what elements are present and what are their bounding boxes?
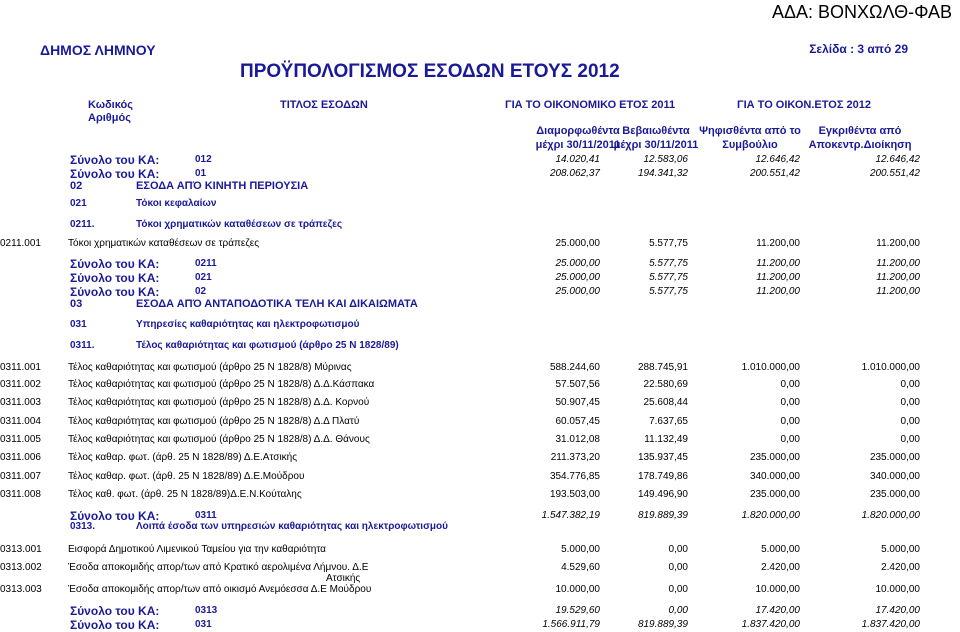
subgroup-code: 0313. xyxy=(70,521,96,532)
row-title: Έσοδα αποκομιδής απορ/των από οικισμό Ανεμόεσσα Δ.Ε Μούδρου xyxy=(68,584,372,595)
row-value: 340.000,00 xyxy=(749,471,800,482)
row-value: 0,00 xyxy=(900,434,920,445)
group-title: ΕΣΟΔΑ ΑΠΌ ΚΙΝΗΤΗ ΠΕΡΙΟΥΣΙΑ xyxy=(136,180,309,192)
sum-value: 12.646,42 xyxy=(875,154,920,165)
row-value: 25.000,00 xyxy=(555,238,600,249)
sum-value: 1.566.911,79 xyxy=(542,619,600,630)
row-value: 193.503,00 xyxy=(549,489,600,500)
sum-value: 11.200,00 xyxy=(876,272,920,283)
subgroup-code: 031 xyxy=(70,319,87,330)
row-value: 11.132,49 xyxy=(644,434,688,445)
row-value: 2.420,00 xyxy=(881,562,920,573)
row-value: 0,00 xyxy=(780,379,800,390)
row-value: 235.000,00 xyxy=(869,489,920,500)
header-col1a: Διαμορφωθέντα xyxy=(536,125,620,137)
header-col1b: μέχρι 30/11/2011 xyxy=(535,139,621,151)
row-value: 25.608,44 xyxy=(643,397,688,408)
row-value: 0,00 xyxy=(900,379,920,390)
header-title: ΤΙΤΛΟΣ ΕΣΟΔΩΝ xyxy=(280,99,368,111)
header-fy2012: ΓΙΑ ΤΟ ΟΙΚΟΝ.ΕΤΟΣ 2012 xyxy=(737,99,871,111)
row-title: Τέλος καθ. φωτ. (άρθ. 25 Ν 1828/89)Δ.Ε.Ν.Κούταλης xyxy=(68,489,302,500)
sum-value: 1.837.420,00 xyxy=(861,619,920,630)
header-col4b: Αποκεντρ.Διοίκηση xyxy=(808,139,912,151)
subgroup-title: Λοιπά έσοδα των υπηρεσιών καθαριότητας και ηλεκτροφωτισμού xyxy=(136,521,448,532)
row-code: 0311.004 xyxy=(0,416,41,427)
sum-code: 0311 xyxy=(195,510,217,521)
sum-value: 11.200,00 xyxy=(876,258,920,269)
header-code: Κωδικός xyxy=(88,99,133,111)
row-value: 0,00 xyxy=(780,397,800,408)
sum-value: 25.000,00 xyxy=(555,286,600,297)
row-value: 31.012,08 xyxy=(555,434,600,445)
row-title: Τέλος καθαριότητας και φωτισμού (άρθρο 25 Ν 1828/8) Δ.Δ. Θάνους xyxy=(68,434,370,445)
sum-value: 819.889,39 xyxy=(637,510,688,521)
sum-value: 200.551,42 xyxy=(749,168,800,179)
sum-value: 208.062,37 xyxy=(549,168,600,179)
sum-value: 194.341,32 xyxy=(637,168,688,179)
sum-value: 11.200,00 xyxy=(756,272,800,283)
page-title: ΠΡΟΫΠΟΛΟΓΙΣΜΟΣ ΕΣΟΔΩΝ ΕΤΟΥΣ 2012 xyxy=(240,61,620,82)
header-col2b: μέχρι 30/11/2011 xyxy=(613,139,699,151)
sum-label: Σύνολο του ΚΑ: xyxy=(70,257,160,271)
sum-value: 12.646,42 xyxy=(755,154,800,165)
header-col3b: Συμβούλιο xyxy=(722,139,778,151)
sum-code: 02 xyxy=(195,286,207,297)
subgroup-title: Τέλος καθαριότητας και φωτισμού (άρθρο 25 Ν 1828/89) xyxy=(136,340,399,351)
row-title: Τέλος καθαρ. φωτ. (άρθ. 25 Ν 1828/89) Δ.Ε.Μούδρου xyxy=(68,471,305,482)
row-code: 0311.005 xyxy=(0,434,41,445)
subgroup-title: Τόκοι χρηματικών καταθέσεων σε τράπεζες xyxy=(136,219,343,230)
row-title: Τέλος καθαριότητας και φωτισμού (άρθρο 25 Ν 1828/8) Δ.Δ. Κορνού xyxy=(68,397,370,408)
group-title: ΕΣΟΔΑ ΑΠΌ ΑΝΤΑΠΟΔΟΤΙΚΑ ΤΕΛΗ ΚΑΙ ΔΙΚΑΙΩΜΑΤΑ xyxy=(136,298,418,310)
header-col3a: Ψηφισθέντα από το xyxy=(699,125,801,137)
row-value: 5.000,00 xyxy=(881,544,920,555)
row-title: Τέλος καθαριότητας και φωτισμού (άρθρο 25 Ν 1828/8) Δ.Δ Πλατύ xyxy=(68,416,360,427)
row-value: 7.637,65 xyxy=(649,416,688,427)
row-value: 340.000,00 xyxy=(869,471,920,482)
row-value: 149.496,90 xyxy=(637,489,688,500)
subgroup-title: Τόκοι κεφαλαίων xyxy=(136,198,217,209)
row-value: 22.580,69 xyxy=(643,379,688,390)
row-value: 5.000,00 xyxy=(761,544,800,555)
sum-value: 17.420,00 xyxy=(875,605,920,616)
row-value: 1.010.000,00 xyxy=(861,362,920,373)
sum-value: 200.551,42 xyxy=(869,168,920,179)
sum-value: 1.837.420,00 xyxy=(741,619,800,630)
header-number: Αριθμός xyxy=(88,112,131,124)
row-value: 235.000,00 xyxy=(869,452,920,463)
sum-code: 012 xyxy=(195,154,212,165)
row-value: 0,00 xyxy=(668,584,688,595)
header-col4a: Εγκριθέντα από xyxy=(818,125,902,137)
sum-value: 14.020,41 xyxy=(555,154,600,165)
row-value: 1.010.000,00 xyxy=(741,362,800,373)
row-value: 178.749,86 xyxy=(637,471,688,482)
sum-value: 0,00 xyxy=(668,605,688,616)
sum-label: Σύνολο του ΚΑ: xyxy=(70,509,160,523)
row-value: 11.200,00 xyxy=(876,238,920,249)
row-value: 135.937,45 xyxy=(637,452,688,463)
row-code: 0311.008 xyxy=(0,489,41,500)
sum-value: 11.200,00 xyxy=(756,286,800,297)
row-value: 235.000,00 xyxy=(749,452,800,463)
row-value: 5.000,00 xyxy=(561,544,600,555)
row-title: Τόκοι χρηματικών καταθέσεων σε τράπεζες xyxy=(68,238,260,249)
row-value: 0,00 xyxy=(780,434,800,445)
subgroup-title: Υπηρεσίες καθαριότητας και ηλεκτροφωτισμού xyxy=(136,319,360,330)
row-code: 0211.001 xyxy=(0,238,41,249)
row-value: 5.577,75 xyxy=(649,238,688,249)
row-code: 0313.003 xyxy=(0,584,42,595)
row-value: 0,00 xyxy=(900,397,920,408)
sum-value: 1.547.382,19 xyxy=(541,510,600,521)
municipality-name: ΔΗΜΟΣ ΛΗΜΝΟΥ xyxy=(40,42,156,58)
row-title: Έσοδα αποκομιδής απορ/των από Κρατικό αερολιμένα Λήμνου. Δ.Ε xyxy=(68,562,369,573)
sum-code: 0313 xyxy=(195,605,218,616)
sum-value: 11.200,00 xyxy=(756,258,800,269)
row-title: Τέλος καθαρ. φωτ. (άρθ. 25 Ν 1828/89) Δ.Ε.Ατσικής xyxy=(68,452,298,463)
header-col2a: Βεβαιωθέντα xyxy=(622,125,690,137)
sum-value: 5.577,75 xyxy=(649,258,688,269)
sum-value: 1.820.000,00 xyxy=(741,510,800,521)
row-code: 0311.001 xyxy=(0,362,41,373)
row-title: Εισφορά Δημοτικού Λιμενικού Ταμείου για την καθαριότητα xyxy=(68,544,326,555)
row-code: 0313.002 xyxy=(0,562,42,573)
sum-value: 1.820.000,00 xyxy=(861,510,920,521)
header-fy2011: ΓΙΑ ΤΟ ΟΙΚΟΝΟΜΙΚΟ ΕΤΟΣ 2011 xyxy=(505,99,676,111)
sum-label: Σύνολο του ΚΑ: xyxy=(70,153,160,167)
sum-label: Σύνολο του ΚΑ: xyxy=(70,271,160,285)
sum-code: 01 xyxy=(195,168,207,179)
row-value: 0,00 xyxy=(900,416,920,427)
sum-value: 19.529,60 xyxy=(555,605,600,616)
row-value: 50.907,45 xyxy=(555,397,600,408)
row-value: 354.776,85 xyxy=(549,471,600,482)
group-code: 03 xyxy=(70,298,83,310)
page-number: Σελίδα : 3 από 29 xyxy=(809,42,908,56)
row-title-cont: Ατσικής xyxy=(326,573,361,584)
row-code: 0311.002 xyxy=(0,379,41,390)
sum-code: 0211 xyxy=(195,258,217,269)
sum-value: 12.583,06 xyxy=(643,154,688,165)
row-value: 4.529,60 xyxy=(561,562,600,573)
sum-value: 25.000,00 xyxy=(555,258,600,269)
row-value: 2.420,00 xyxy=(761,562,800,573)
sum-code: 031 xyxy=(195,619,212,630)
row-title: Τέλος καθαριότητας και φωτισμού (άρθρο 25 Ν 1828/8) Μύρινας xyxy=(68,362,352,373)
row-value: 588.244,60 xyxy=(549,362,600,373)
row-value: 60.057,45 xyxy=(555,416,600,427)
sum-value: 5.577,75 xyxy=(649,286,688,297)
row-value: 0,00 xyxy=(668,544,688,555)
row-value: 0,00 xyxy=(668,562,688,573)
subgroup-code: 021 xyxy=(70,198,87,209)
sum-value: 25.000,00 xyxy=(555,272,600,283)
sum-label: Σύνολο του ΚΑ: xyxy=(70,167,160,181)
document-code: ΑΔΑ: ΒΟΝΧΩΛΘ-ΦΑΒ xyxy=(772,2,952,22)
group-code: 02 xyxy=(70,180,83,192)
row-value: 288.745,91 xyxy=(637,362,688,373)
row-value: 10.000,00 xyxy=(875,584,920,595)
row-code: 0313.001 xyxy=(0,544,42,555)
row-value: 10.000,00 xyxy=(755,584,800,595)
row-title: Τέλος καθαριότητας και φωτισμού (άρθρο 25 Ν 1828/8) Δ.Δ.Κάσπακα xyxy=(68,379,375,390)
sum-value: 819.889,39 xyxy=(637,619,688,630)
sum-value: 11.200,00 xyxy=(876,286,920,297)
row-value: 235.000,00 xyxy=(749,489,800,500)
subgroup-code: 0311. xyxy=(70,340,95,351)
sum-label: Σύνολο του ΚΑ: xyxy=(70,618,160,632)
row-value: 211.373,20 xyxy=(550,452,600,463)
sum-value: 17.420,00 xyxy=(755,605,800,616)
row-code: 0311.006 xyxy=(0,452,41,463)
sum-label: Σύνολο του ΚΑ: xyxy=(70,604,160,618)
row-code: 0311.007 xyxy=(0,471,41,482)
sum-value: 5.577,75 xyxy=(649,272,688,283)
row-code: 0311.003 xyxy=(0,397,41,408)
subgroup-code: 0211. xyxy=(70,219,95,230)
row-value: 11.200,00 xyxy=(756,238,800,249)
sum-label: Σύνολο του ΚΑ: xyxy=(70,285,160,299)
sum-code: 021 xyxy=(195,272,212,283)
row-value: 10.000,00 xyxy=(555,584,600,595)
row-value: 0,00 xyxy=(780,416,800,427)
row-value: 57.507,56 xyxy=(555,379,600,390)
